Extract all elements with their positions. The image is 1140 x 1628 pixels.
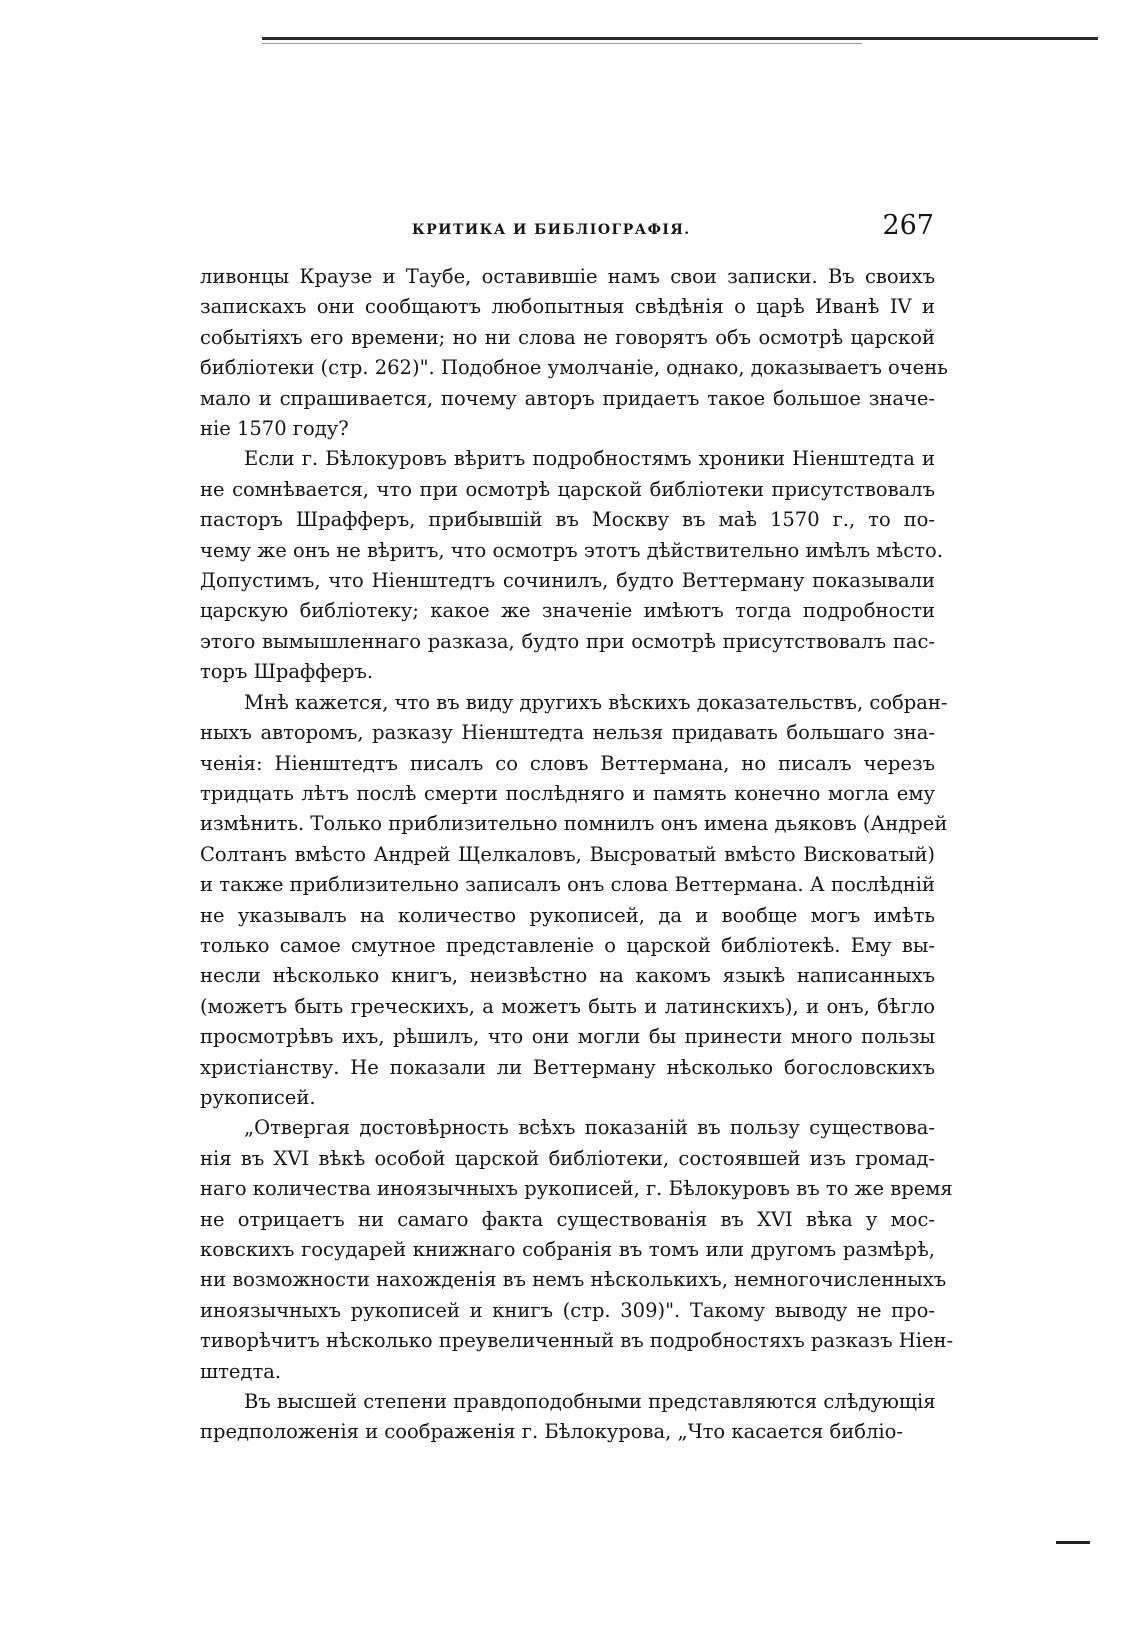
text-line: ніе 1570 году? [200, 417, 349, 441]
text-line: тиворѣчитъ нѣсколько преувеличенный въ подробностяхъ разказъ Ніен- [200, 1329, 954, 1353]
text-line: библіотеки (стр. 262)". Подобное умолчаніе, однако, доказываетъ очень [200, 356, 948, 380]
text-line: иноязычныхъ рукописей и книгъ (стр. 309)". Такому выводу не про- [200, 1298, 935, 1322]
text-line: (можетъ быть греческихъ, а можетъ быть и латинскихъ), и онъ, бѣгло [200, 994, 935, 1018]
text-line: „Отвергая достовѣрность всѣхъ показаній въ пользу существова- [244, 1116, 935, 1140]
text-line: этого вымышленнаго разказа, будто при осмотрѣ присутствовалъ пас- [200, 629, 935, 653]
paragraph [200, 444, 943, 687]
text-line: предположенія и соображенія г. Бѣлокурова, „Что касается библіо- [200, 1420, 903, 1444]
margin-mark [1056, 1541, 1090, 1544]
text-line: Допустимъ, что Ніенштедтъ сочинилъ, будто Веттерману показывали [200, 569, 935, 593]
text-line: чему же онъ не вѣритъ, что осмотръ этотъ дѣйствительно имѣлъ мѣсто. [200, 538, 943, 562]
text-line: не отрицаетъ ни самаго факта существованія въ XVI вѣка у мос- [200, 1207, 935, 1231]
text-line: не указывалъ на количество рукописей, да и вообще могъ имѣть [200, 903, 935, 927]
running-head [200, 210, 940, 250]
text-line: нія въ XVI вѣкѣ особой царской библіотеки, состоявшей изъ громад- [200, 1146, 935, 1170]
text-line: тридцать лѣтъ послѣ смерти послѣдняго и память конечно могла ему [200, 781, 935, 805]
top-rule-thin [262, 43, 862, 44]
text-line: не сомнѣвается, что при осмотрѣ царской библіотеки присутствовалъ [200, 477, 935, 501]
text-line: христіанству. Не показали ли Веттерману нѣсколько богословскихъ [200, 1055, 935, 1079]
text-line: ливонцы Краузе и Таубе, оставившіе намъ свои записки. Въ своихъ [200, 265, 935, 288]
text-line: измѣнить. Только приблизительно помнилъ онъ имена дьяковъ (Андрей [200, 812, 948, 836]
text-line: запискахъ они сообщаютъ любопытныя свѣдѣнія о царѣ Иванѣ IV и [200, 295, 935, 319]
paragraph [200, 262, 948, 444]
text-line: Если г. Бѣлокуровъ вѣритъ подробностямъ хроники Ніенштедта и [244, 447, 935, 471]
text-line: штедта. [200, 1359, 282, 1383]
text-line: царскую библіотеку; какое же значеніе имѣютъ тогда подробности [200, 599, 935, 623]
paragraph [200, 688, 948, 1114]
text-line: ныхъ авторомъ, разказу Ніенштедта нельзя придавать большаго зна- [200, 721, 935, 745]
text-line: Солтанъ вмѣсто Андрей Щелкаловъ, Высроватый вмѣсто Висковатый) [200, 842, 935, 866]
text-line: просмотрѣвъ ихъ, рѣшилъ, что они могли бы принести много пользы [200, 1025, 935, 1049]
text-line: только самое смутное представленіе о царской библіотекѣ. Ему вы- [200, 933, 935, 957]
page-number: 267 [882, 210, 934, 241]
text-line: мало и спрашивается, почему авторъ придаетъ такое большое значе- [200, 386, 935, 410]
text-body [200, 262, 954, 1448]
text-line: рукописей. [200, 1085, 316, 1109]
text-line: пасторъ Шрафферъ, прибывшій въ Москву въ маѣ 1570 г., то по- [200, 508, 935, 532]
top-rule [262, 37, 1098, 40]
text-line: событіяхъ его времени; но ни слова не говорятъ объ осмотрѣ царской [200, 325, 935, 349]
text-line: Въ высшей степени правдоподобными представляются слѣдующія [244, 1390, 936, 1414]
text-line: торъ Шрафферъ. [200, 660, 374, 684]
text-line: ни возможности нахожденія въ немъ нѣсколькихъ, немногочисленныхъ [200, 1268, 947, 1292]
text-line: и также приблизительно записалъ онъ слова Веттермана. А послѣдній [200, 873, 935, 897]
running-title: КРИТИКА И БИБЛІОГРАФІЯ. [412, 222, 691, 238]
text-line: наго количества иноязычныхъ рукописей, г. Бѣлокуровъ въ то же время [200, 1177, 953, 1201]
text-line: ченія: Ніенштедтъ писалъ со словъ Веттермана, но писалъ черезъ [200, 751, 935, 775]
text-line: Мнѣ кажется, что въ виду другихъ вѣскихъ доказательствъ, собран- [244, 690, 948, 714]
paragraph [200, 1387, 935, 1448]
text-line: несли нѣсколько книгъ, неизвѣстно на какомъ языкѣ написанныхъ [200, 964, 935, 988]
paragraph [200, 1113, 954, 1387]
text-line: ковскихъ государей книжнаго собранія въ томъ или другомъ размѣрѣ, [200, 1238, 935, 1261]
